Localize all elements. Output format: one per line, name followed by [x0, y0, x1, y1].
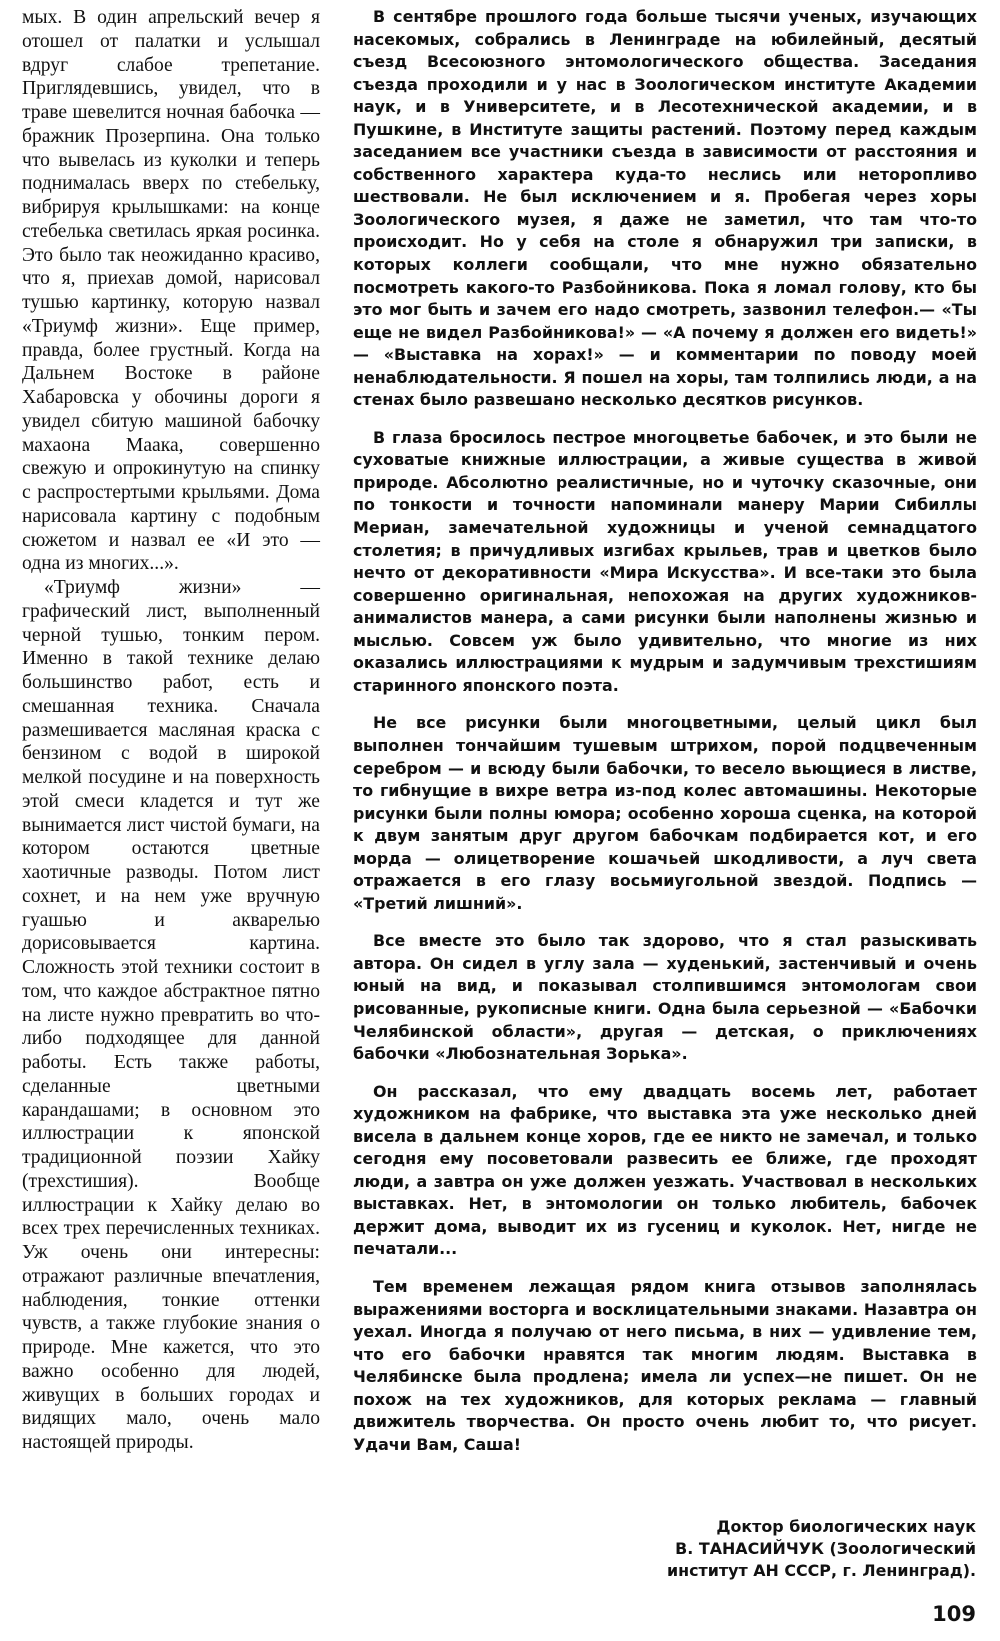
right-paragraph-5: Он рассказал, что ему двадцать восемь лет, работает художником на фабрике, что выставка эта уже несколько дней висела в дальнем конце хоров, где ее никто не замечал, и только сегодня ему посоветовали развесить ее ближе, где проходят люди, а завтра он уже должен уезжать. Участвовал в нескольких выставках. Нет, в энтомологии он только любитель, бабочек держит дома, выводит их из гусениц и куколок. Нет, нигде не печатали...	[353, 1081, 977, 1259]
author-affiliation: институт АН СССР, г. Ленинград).	[667, 1561, 976, 1580]
left-paragraph-1: мых. В один апрельский вечер я отошел от палатки и услышал вдруг слабое трепетание. Приглядевшись, увидел, что в траве шевелится ночная бабочка — бражник Прозерпина. Она только что вывелась из куколки и теперь поднималась вверх по стебельку, вибрируя крылышками: на конце стебелька светилась яркая росинка. Это было так неожиданно красиво, что я, приехав домой, нарисовал тушью картинку, которую назвал «Триумф жизни». Еще пример, правда, более грустный. Когда на Дальнем Востоке в районе Хабаровска у обочины дороги я увидел сбитую машиной бабочку махаона Маака, совершенно свежую и опрокинутую на спинку с распростертыми крыльями. Дома нарисовала картину с подобным сюжетом и назвал ее «И это — одна из многих...».	[22, 7, 320, 575]
right-column-text	[353, 6, 977, 1471]
right-paragraph-2: В глаза бросилось пестрое многоцветье бабочек, и это были не суховатые книжные иллюстрации, а живые существа в живой природе. Абсолютно реалистичные, но и чуточку сказочные, они по тонкости и точности напоминали манеру Марии Сибиллы Мериан, замечательной художницы и ученой семнадцатого столетия; в причудливых изгибах крыльев, трав и цветков было нечто от декоративности «Мира Искусства». И все-таки это была совершенно оригинальная, непохожая на других художников-анималистов манера, а сами рисунки были наполнены жизнью и мыслью. Совсем уж было удивительно, что многие из них оказались иллюстрациями к мудрым и задумчивым трехстишиям старинного японского поэта.	[353, 427, 977, 695]
page-number: 109	[932, 1602, 976, 1626]
right-paragraph-4: Все вместе это было так здорово, что я стал разыскивать автора. Он сидел в углу зала — худенький, застенчивый и очень юный на вид, и показывал столпившимся энтомологам свои рисованные, рукописные книги. Одна была серьезной — «Бабочки Челябинской области», другая — детская, о приключениях бабочки «Любознательная Зорька».	[353, 931, 977, 1064]
author-signature	[556, 1516, 976, 1582]
left-column-text	[22, 6, 320, 1455]
author-degree: Доктор биологических наук	[716, 1517, 976, 1536]
left-paragraph-2: «Триумф жизни» — графический лист, выполненный черной тушью, тонким пером. Именно в такой технике делаю большинство работ, есть и смешанная техника. Сначала размешивается масляная краска с бензином с водой в широкой мелкой посудине и на поверхность этой смеси кладется и тут же вынимается лист чистой бумаги, на котором остаются цветные хаотичные разводы. Потом лист сохнет, и на нем уже вручную гуашью и акварелью дорисовывается картина. Сложность этой техники состоит в том, что каждое абстрактное пятно на листе нужно превратить во что-либо подходящее для данной работы. Есть также работы, сделанные цветными карандашами; в основном это иллюстрации к японской традиционной поэзии Хайку (трехстишия). Вообще иллюстрации к Хайку делаю во всех трех перечисленных техниках. Уж очень они интересны: отражают различные впечатления, наблюдения, тонкие оттенки чувств, а также глубокие знания о природе. Мне кажется, что это важно особенно для людей, живущих в больших городах и видящих мало, очень мало настоящей природы.	[22, 577, 320, 1453]
right-paragraph-3: Не все рисунки были многоцветными, целый цикл был выполнен тончайшим тушевым штрихом, порой подцвеченным серебром — и всюду были бабочки, то весело вьющиеся в листве, то гибнущие в вихре ветра из-под колес автомашины. Некоторые рисунки были полны юмора; особенно хороша сценка, на которой к двум занятым друг другом бабочкам подбирается кот, и его морда — олицетворение кошачьей шкодливости, а луч света отражается в его глазу восьмиугольной звездой. Подпись — «Третий лишний».	[353, 713, 977, 913]
right-paragraph-6: Тем временем лежащая рядом книга отзывов заполнялась выражениями восторга и восклицательными знаками. Назавтра он уехал. Иногда я получаю от него письма, в них — удивление тем, что его бабочки нравятся так многим людям. Выставка в Челябинске была продлена; имела ли успех—не пишет. Он не похож на тех художников, для которых реклама — главный движитель творчества. Он просто очень любит то, что рисует. Удачи Вам, Саша!	[353, 1276, 977, 1454]
right-paragraph-1: В сентябре прошлого года больше тысячи ученых, изучающих насекомых, собрались в Ленинграде на юбилейный, десятый съезд Всесоюзного энтомологического общества. Заседания съезда проходили и у нас в Зоологическом институте Академии наук, и в Университете, и в Лесотехнической академии, и в Пушкине, в Институте защиты растений. Поэтому перед каждым заседанием все участники съезда в зависимости от расстояния и собственного характера куда-то неслись или неторопливо шествовали. Не был исключением и я. Пробегая через хоры Зоологического музея, я даже не заметил, что там что-то происходит. Но у себя на столе я обнаружил три записки, в которых коллеги сообщали, что мне нужно обязательно посмотреть какого-то Разбойникова. Пока я ломал голову, кто бы это мог быть и зачем его надо смотреть, зазвонил телефон.— «Ты еще не видел Разбойникова!» — «А почему я должен его видеть!» — «Выставка на хорах!» — и комментарии по поводу моей ненаблюдательности. Я пошел на хоры, там толпились люди, а на стенах было развешано несколько десятков рисунков.	[353, 7, 977, 410]
author-name: В. ТАНАСИЙЧУК (Зоологический	[675, 1539, 976, 1558]
